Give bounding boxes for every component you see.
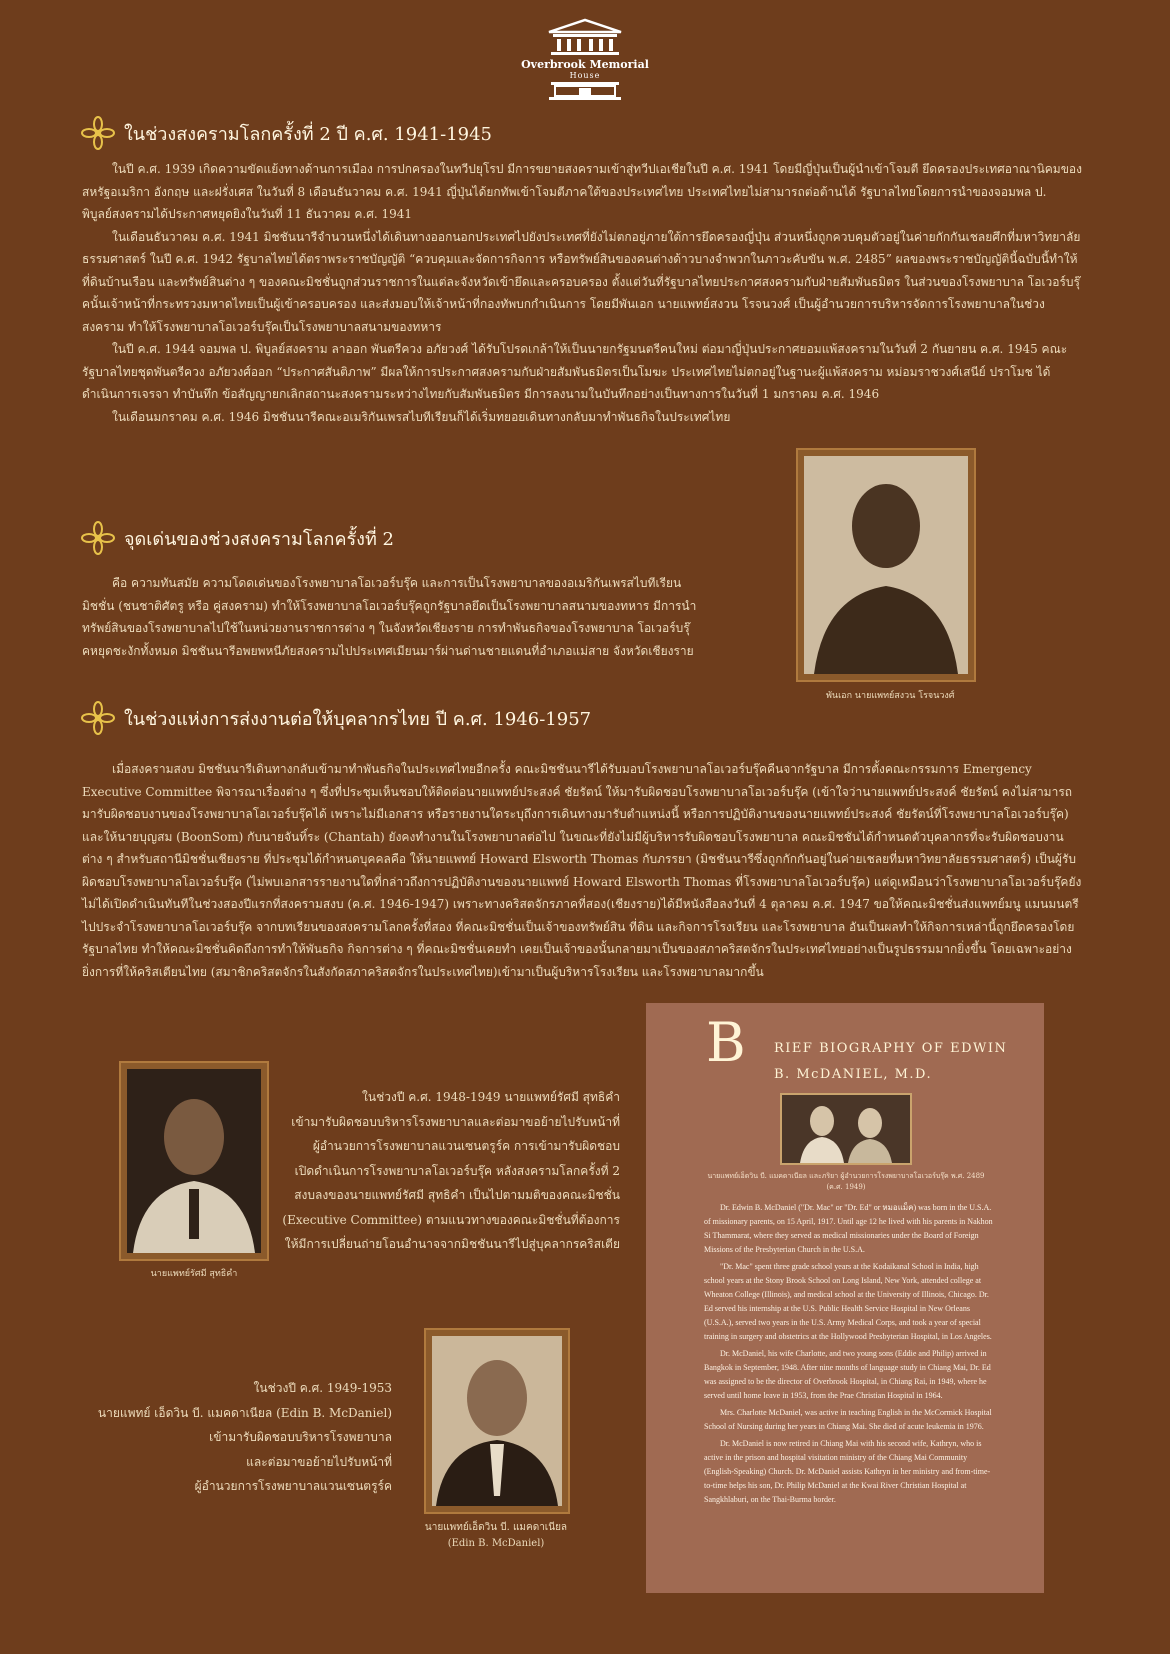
bio-photo-caption: นายแพทย์เอ็ดวิน บี. แมคดาเนียล และภริยา ผู้อำนวยการโรงพยาบาลโอเวอร์บรุ๊ค พ.ศ. 2489 (ค.ศ. 1949): [707, 1172, 985, 1191]
block3-line: เข้ามารับผิดชอบบริหารโรงพยาบาล: [209, 1430, 392, 1444]
flower-ornament-icon: [80, 115, 116, 151]
portrait-image: [127, 1069, 261, 1253]
photo-mcdaniel-caption2: (Edin B. McDaniel): [447, 1538, 545, 1549]
overbrook-logo: [520, 18, 650, 102]
portrait-silhouette-icon: [804, 456, 968, 674]
bio-initial: B: [706, 1011, 746, 1074]
flower-ornament-icon: [80, 700, 116, 736]
photo-mcdaniel: [424, 1328, 570, 1514]
biography-panel: [646, 1003, 1044, 1593]
block2-line: เปิดดำเนินการโรงพยาบาลโอเวอร์บรุ๊ค หลังสงครามโลกครั้งที่ 2: [294, 1163, 620, 1178]
photo-mcdaniel-caption1: นายแพทย์เอ็ดวิน บี. แมคดาเนียล: [424, 1522, 568, 1533]
section2-heading: [80, 520, 394, 556]
bio-paragraph: Dr. McDaniel, his wife Charlotte, and two young sons (Eddie and Philip) arrived in Bangkok in September, 1948. After nine months of language study in Chiang Mai, Dr. Ed was assigned to be the director of Overbrook Hospital, in Chiang Rai, in 1949, where he served until home leave in 1953, from the Prae Christian Hospital in 1964.: [704, 1349, 991, 1400]
couple-silhouette-icon: [782, 1095, 910, 1163]
house-icon: [545, 18, 625, 56]
portrait-silhouette-icon: [432, 1336, 562, 1506]
section2-body: [82, 572, 702, 662]
section1-title: ในช่วงสงครามโลกครั้งที่ 2 ปี ค.ศ. 1941-1945: [124, 123, 492, 145]
block3-line: ผู้อำนวยการโรงพยาบาลแวนเซนตรูร์ค: [194, 1479, 392, 1493]
block2-line: ผู้อำนวยการโรงพยาบาลแวนเซนตรูร์ค การเข้ามารับผิดชอบ: [312, 1139, 620, 1153]
section1-paragraph: ในปี ค.ศ. 1939 เกิดความขัดแย้งทางด้านการเมือง การปกครองในทวีปยุโรป มีการขยายสงครามเข้าสู่ทวีปเอเชียในปี ค.ศ. 1941 โดยมีญี่ปุ่นเป็นผู้นำเข้าโจมตี ยึดครองประเทศอาณานิคมของสหรัฐอเมริกา อังกฤษ และฝรั่งเศส ในวันที่ 8 เดือนธันวาคม ค.ศ. 1941 ญี่ปุ่นได้ยกทัพเข้าโจมตีภาคใต้ของประเทศไทย ประเทศไทยไม่สามารถต่อต้านได้ รัฐบาลไทยโดยการนำของจอมพล ป. พิบูลย์สงครามได้ประกาศหยุดยิงในวันที่ 11 ธันวาคม ค.ศ. 1941: [82, 162, 1082, 221]
bio-title-line2: B. McDANIEL, M.D.: [774, 1067, 933, 1082]
photo-sanguan: [796, 448, 976, 682]
section1-body: [82, 158, 1082, 428]
bio-text: [704, 1201, 994, 1510]
block2-line: ในช่วงปี ค.ศ. 1948-1949 นายแพทย์รัศมี สุทธิคำ: [362, 1090, 620, 1104]
portrait-silhouette-icon: [127, 1069, 261, 1253]
block3-body: [90, 1376, 392, 1499]
block3-line: และต่อมาขอย้ายไปรับหน้าที่: [246, 1454, 392, 1469]
portrait-image: [432, 1336, 562, 1506]
section3-heading: [80, 700, 591, 736]
block2-line: เข้ามารับผิดชอบบริหารโรงพยาบาลและต่อมาขอย้ายไปรับหน้าที่: [291, 1114, 620, 1129]
section3-body: [82, 758, 1082, 983]
section1-paragraph: ในเดือนธันวาคม ค.ศ. 1941 มิชชันนารีจำนวนหนึ่งได้เดินทางออกนอกประเทศไปยังประเทศที่ยังไม่ตกอยู่ภายใต้การยึดครองญี่ปุ่น ส่วนหนึ่งถูกควบคุมตัวอยู่ในค่ายกักกันเชลยศึกที่มหาวิทยาลัยธรรมศาสตร์ ในปี ค.ศ. 1942 รัฐบาลไทยได้ตราพระราชบัญญัติ “ควบคุมและจัดการกิจการ หรือทรัพย์สินของคนต่างด้าวบางจำพวกในภาวะคับขัน พ.ศ. 2485” ผลของพระราชบัญญัตินี้ฉบับนี้ทำให้ที่ดินบ้านเรือน และทรัพย์สินต่าง ๆ ของคณะมิชชั่นถูกส่วนราชการในแต่ละจังหวัดเข้ายึดและครอบครอง ตั้งแต่วันที่รัฐบาลไทยประกาศสงครามกับฝ่ายสัมพันธมิตร ในส่วนของโรงพยาบาล โอเวอร์บรุ๊คนั้นเจ้าหน้าที่กระทรวงมหาดไทยเป็นผู้เข้าครอบครอง และส่งมอบให้เจ้าหน้าที่กองทัพบกกำเนินการ โดยมีพันเอก นายแพทย์สงวน โรจนวงศ์ เป็นผู้อำนวยการบริหารจัดการโรงพยาบาลในช่วงสงคราม ทำให้โรงพยาบาลโอเวอร์บรุ๊คเป็นโรงพยาบาลสนามของทหาร: [82, 229, 1081, 334]
bio-paragraph: Mrs. Charlotte McDaniel, was active in teaching English in the McCormick Hospital School of Nursing during her years in Chiang Mai. She died of acute leukemia in 1976.: [704, 1408, 992, 1431]
block2-body: [280, 1085, 620, 1257]
bio-title-line1: RIEF BIOGRAPHY OF EDWIN: [774, 1041, 1008, 1056]
logo-line1: Overbrook Memorial: [521, 58, 649, 71]
photo-rasami-caption: นายแพทย์รัศมี สุทธิคำ: [150, 1269, 238, 1279]
section3-paragraph: เมื่อสงครามสงบ มิชชันนารีเดินทางกลับเข้ามาทำพันธกิจในประเทศไทยอีกครั้ง คณะมิชชันนารีได้รับมอบโรงพยาบาลโอเวอร์บรุ๊คคืนจากรัฐบาล มีการตั้งคณะกรรมการ Emergency Executive Committee พิจารณาเรื่องต่าง ๆ ซึ่งที่ประชุมเห็นชอบให้ติดต่อนายแพทย์ประสงค์ ชัยรัตน์ ให้มารับผิดชอบโรงพยาบาลโอเวอร์บรุ๊ค (เข้าใจว่านายแพทย์ประสงค์ ชัยรัตน์ คงไม่สามารถมารับผิดชอบงานของโรงพยาบาลโอเวอร์บรุ๊คได้ เพราะไม่มีเอกสาร หรือรายงานใดระบุถึงการเดินทางมารับตำแหน่งนี้ หรือการปฏิบัติงานของนายแพทย์ประสงค์ ชัยรัตน์ที่โรงพยาบาลโอเวอร์บรุ๊ค) และให้นายบุญสม (BoonSom) กับนายจันทิ์ระ (Chantah) ยังคงทำงานในโรงพยาบาลต่อไป ในขณะที่ยังไม่มีผู้บริหารรับผิดชอบโรงพยาบาล คณะมิชชันได้กำหนดตัวบุคลากรที่จะรับผิดชอบงานต่าง ๆ สำหรับสถานีมิชชั่นเชียงราย ที่ประชุมได้กำหนดบุคคลคือ ให้นายแพทย์ Howard Elsworth Thomas กับภรรยา (มิชชันนารีซึ่งถูกกักกันอยู่ในค่ายเชลยที่มหาวิทยาลัยธรรมศาสตร์) เป็นผู้รับผิดชอบโรงพยาบาลโอเวอร์บรุ๊ค (ไม่พบเอกสารรายงานใดที่กล่าวถึงการปฏิบัติงานของนายแพทย์ Howard Elsworth Thomas ที่โรงพยาบาลโอเวอร์บรุ๊ค) แต่ดูเหมือนว่าโรงพยาบาลโอเวอร์บรุ๊คยังไม่ได้เปิดดำเนินทันทีในช่วงสองปีแรกที่สงครามสงบ (ค.ศ. 1946-1947) เพราะทางคริสตจักรภาคที่สอง(เชียงราย)ได้มีหนังสือลงวันที่ 4 ตุลาคม ค.ศ. 1947 ขอให้คณะมิชชั่นส่งแพทย์มนู แมนมนตรี ไปประจำโรงพยาบาลโอเวอร์บรุ๊ค จากบทเรียนของสงครามโลกครั้งที่สอง ที่คณะมิชชั่นเป็นเจ้าของทรัพย์สิน ที่ดิน และกิจการโรงเรียน และโรงพยาบาล อันเป็นผลทำให้กิจการเหล่านี้ถูกยึดครองโดยรัฐบาลไทย ทำให้คณะมิชชั่นคิดถึงการทำให้พันธกิจ กิจการต่าง ๆ ที่คณะมิชชั่นเคยทำ เคยเป็นเจ้าของนั้นกลายมาเป็นของสภาคริสตจักรในประเทศไทยอย่างเป็นรูปธรรมมากยิ่งขึ้น โดยเฉพาะอย่างยิ่งการที่ให้คริสเตียนไทย (สมาชิกคริสตจักรในสังกัดสภาคริสตจักรในประเทศไทย)เข้ามาเป็นผู้บริหารโรงเรียน และโรงพยาบาลมากขึ้น: [82, 762, 1082, 979]
photo-rasami: [119, 1061, 269, 1261]
block2-line: (Executive Committee) ตามแนวทางของคณะมิชชั่นที่ต้องการ: [282, 1212, 620, 1227]
house-base-icon: [545, 80, 625, 100]
photo-sanguan-caption: พันเอก นายแพทย์สงวน โรจนวงศ์: [826, 691, 955, 701]
block3-line: ในช่วงปี ค.ศ. 1949-1953: [253, 1381, 392, 1395]
block2-line: ให้มีการเปลี่ยนถ่ายโอนอำนาจจากมิชชันนารีไปสู่บุคลากรคริสเตีย: [284, 1237, 620, 1251]
logo-line2: House: [569, 71, 601, 80]
section1-paragraph: ในเดือนมกราคม ค.ศ. 1946 มิชชันนารีคณะอเมริกันเพรสไบทีเรียนก็ได้เริ่มทยอยเดินทางกลับมาทำพันธกิจในประเทศไทย: [112, 409, 731, 424]
flower-ornament-icon: [80, 520, 116, 556]
bio-paragraph: Dr. McDaniel is now retired in Chiang Mai with his second wife, Kathryn, who is active in the prison and hospital visitation ministry of the Chiang Mai Community (English-Speaking) Church. Dr. McDaniel assists Kathryn in her ministry and from-time-to-time helps his son, Dr. Philip McDaniel at the Kwai River Christian Hospital at Sangkhlaburi, on the Thai-Burma border.: [704, 1439, 991, 1504]
section1-heading: [80, 115, 492, 151]
section3-title: ในช่วงแห่งการส่งงานต่อให้บุคลากรไทย ปี ค.ศ. 1946-1957: [124, 708, 592, 730]
bio-couple-photo: [780, 1093, 912, 1165]
block2-line: สงบลงของนายแพทย์รัศมี สุทธิคำ เป็นไปตามมติของคณะมิชชั่น: [294, 1188, 620, 1202]
section2-paragraph: คือ ความทันสมัย ความโดดเด่นของโรงพยาบาลโอเวอร์บรุ๊ค และการเป็นโรงพยาบาลของอเมริกันเพรสไบทีเรียนมิชชั่น (ชนชาติศัตรู หรือ คู่สงคราม) ทำให้โรงพยาบาลโอเวอร์บรุ๊คถูกรัฐบาลยึดเป็นโรงพยาบาลสนามของทหาร มีการนำทรัพย์สินของโรงพยาบาลไปใช้ในหน่วยงานราชการต่าง ๆ ในจังหวัดเชียงราย การทำพันธกิจของโรงพยาบาล โอเวอร์บรุ๊คหยุดชะงักทั้งหมด มิชชันนารีอพยพหนีภัยสงครามไปประเทศเมียนมาร์ผ่านด่านชายแดนที่อำเภอแม่สาย จังหวัดเชียงราย: [82, 576, 697, 658]
section2-title: จุดเด่นของช่วงสงครามโลกครั้งที่ 2: [124, 528, 394, 550]
bio-paragraph: Dr. Edwin B. McDaniel ("Dr. Mac" or "Dr. Ed" or หมอแม็ค) was born in the U.S.A. of missionary parents, on 15 April, 1917. Until age 12 he lived with his parents in Nakhon Si Thammarat, where they served as medical missionaries under the Board of Foreign Missions of the Presbyterian Church in the U.S.A.: [704, 1203, 993, 1254]
section1-paragraph: ในปี ค.ศ. 1944 จอมพล ป. พิบูลย์สงคราม ลาออก พันตรีควง อภัยวงศ์ ได้รับโปรดเกล้าให้เป็นนายกรัฐมนตรีคนใหม่ ต่อมาญี่ปุ่นประกาศยอมแพ้สงครามในวันที่ 2 กันยายน ค.ศ. 1945 คณะรัฐบาลไทยชุดพันตรีควง อภัยวงศ์ออก “ประกาศสันติภาพ” มีผลให้การประกาศสงครามกับฝ่ายสัมพันธมิตรเป็นโมฆะ ประเทศไทยไม่ตกอยู่ในฐานะผู้แพ้สงคราม หม่อมราชวงศ์เสนีย์ ปราโมช ได้ดำเนินการเจรจา ทำบันทึก ข้อสัญญายกเลิกสถานะสงครามระหว่างไทยกับสัมพันธมิตร มีการลงนามในบันทึกอย่างเป็นทางการในวันที่ 1 มกราคม ค.ศ. 1946: [82, 342, 1068, 401]
portrait-image: [804, 456, 968, 674]
block3-line: นายแพทย์ เอ็ดวิน บี. แมคดาเนียล (Edin B. McDaniel): [97, 1405, 392, 1420]
bio-paragraph: "Dr. Mac" spent three grade school years at the Kodaikanal School in India, high school years at the Stony Brook School on Long Island, New York, attended college at Wheaton College (Illinois), and medical school at the University of Illinois, Chicago. Dr. Ed served his internship at the U.S. Public Health Service Hospital in New Orleans (U.S.A.), served two years in the U.S. Army Medical Corps, and took a year of special training in surgery and obstetrics at the Hollywood Presbyterian Hospital, in Los Angeles.: [704, 1262, 992, 1341]
